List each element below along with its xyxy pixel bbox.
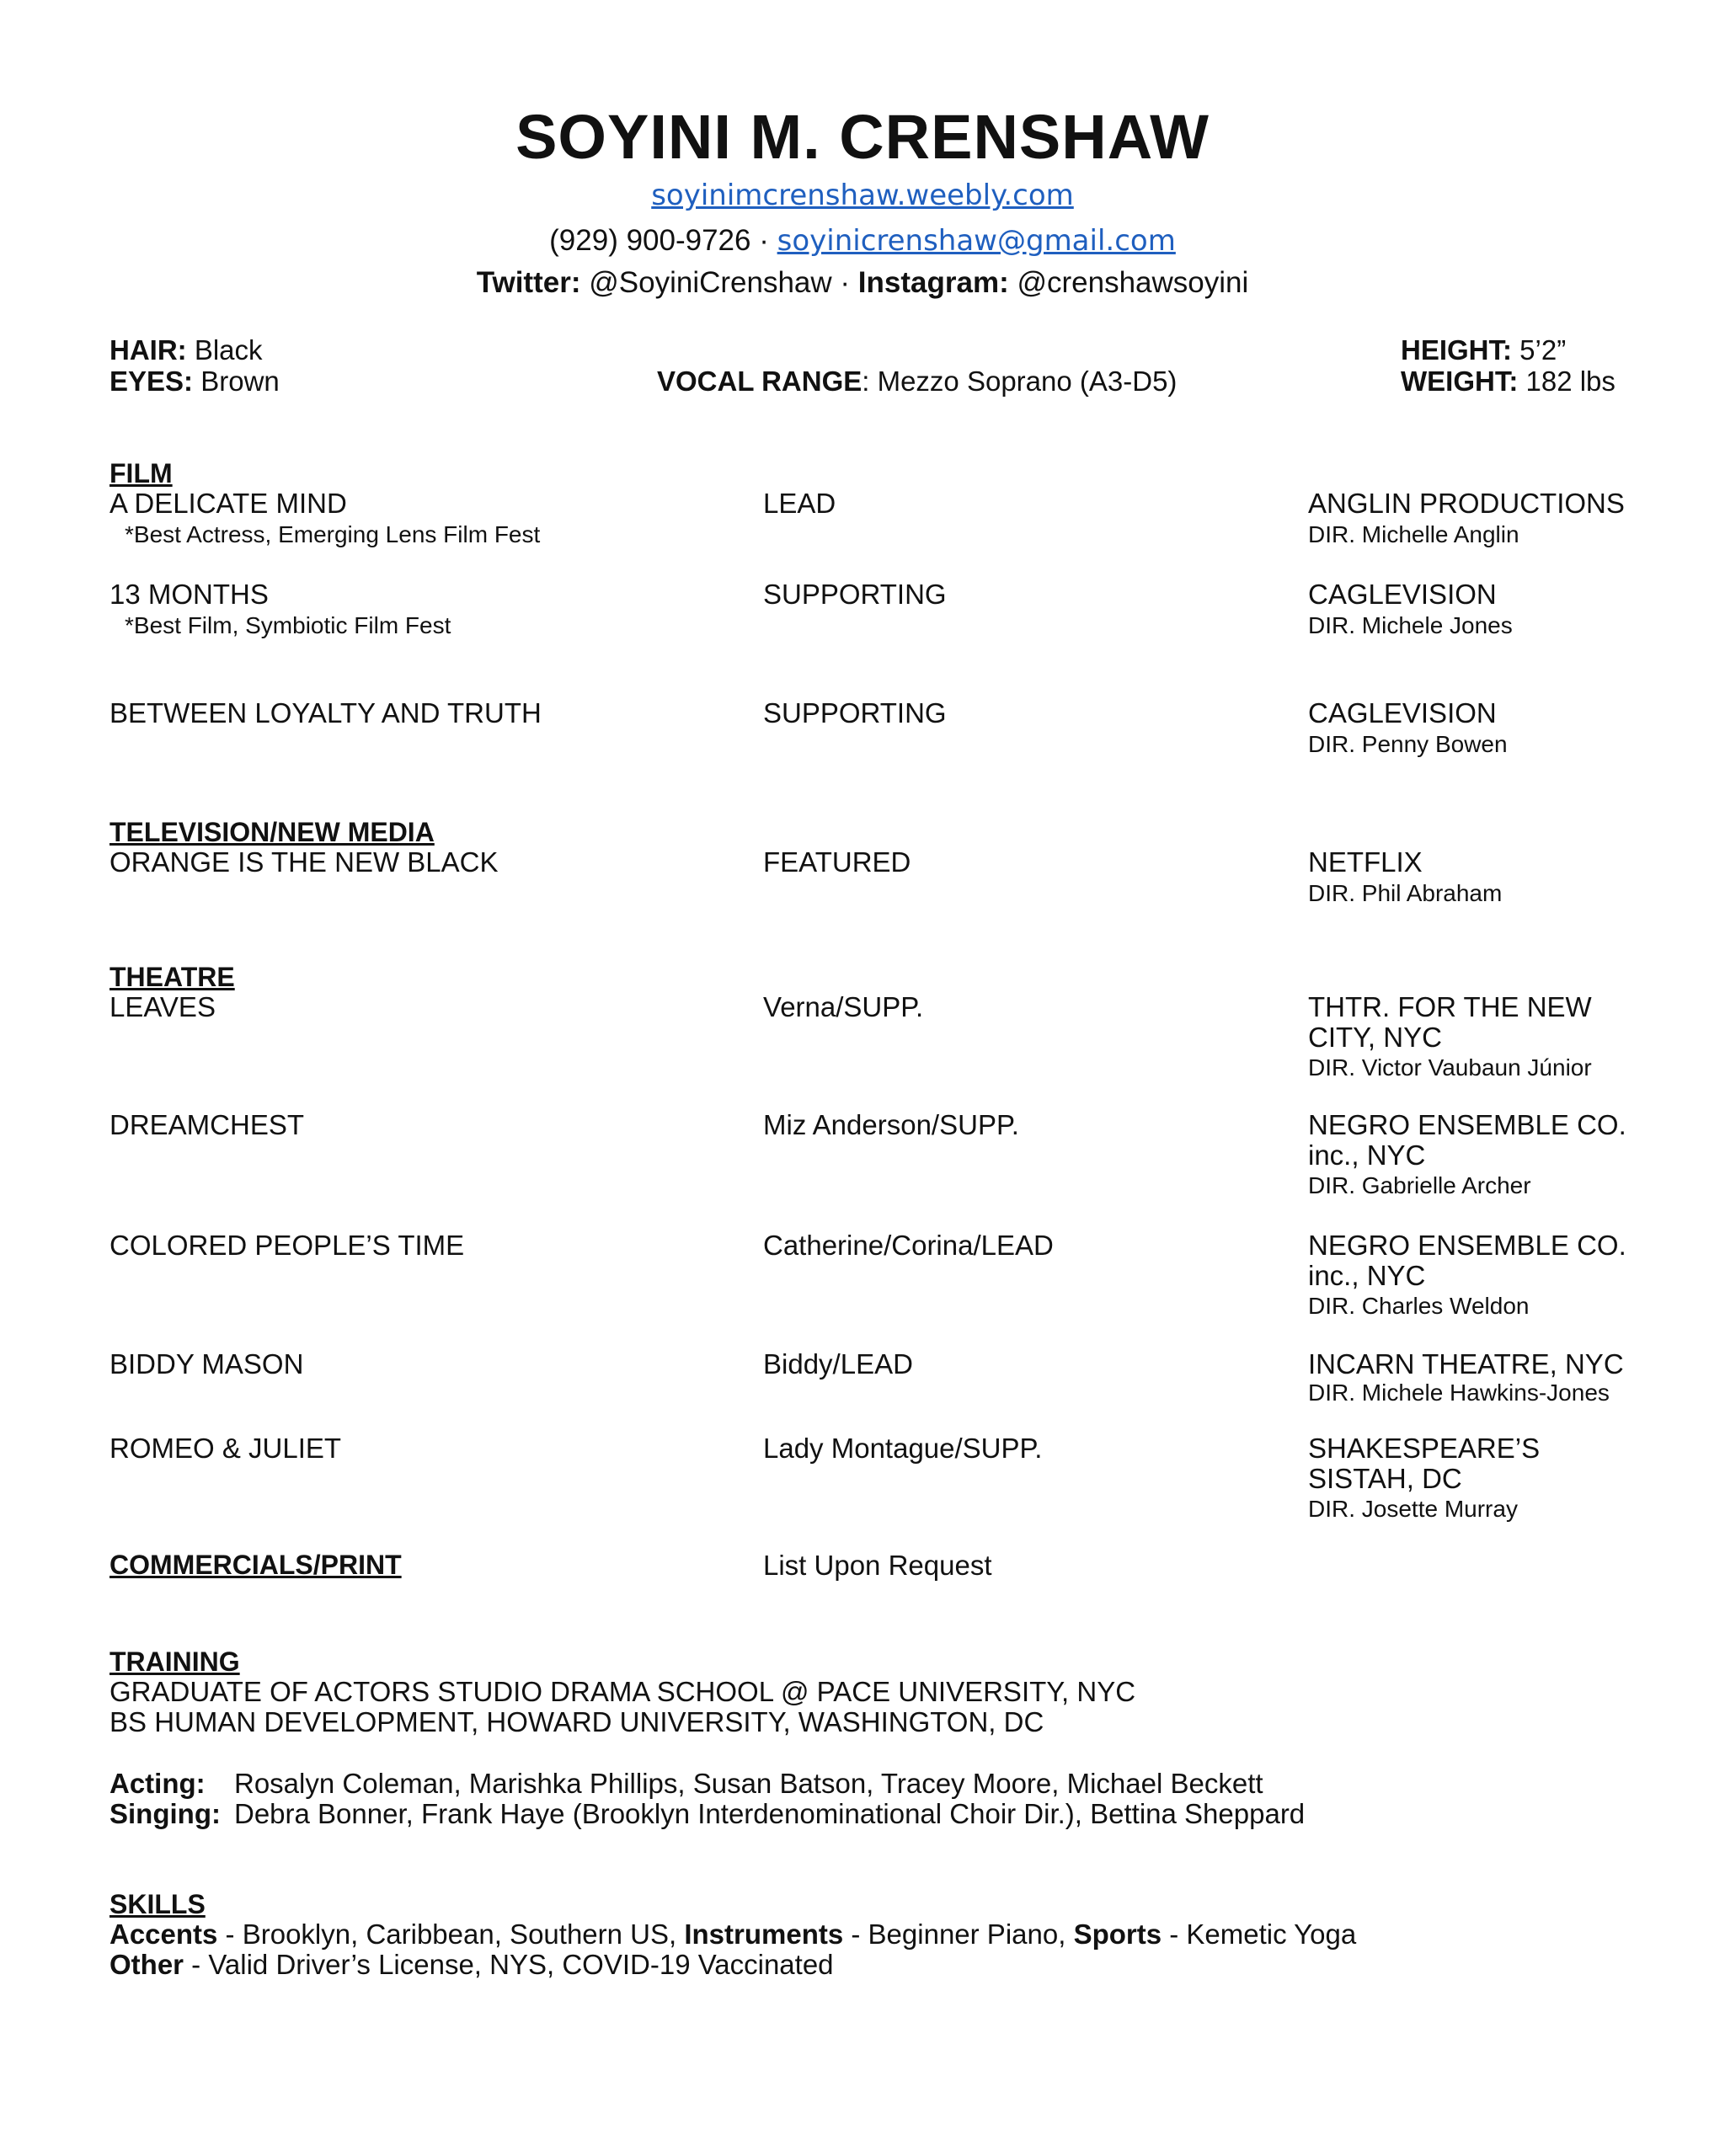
singing-teachers: Debra Bonner, Frank Haye (Brooklyn Interdenominational Choir Dir.), Bettina Sheppard [234,1798,1306,1829]
hair-value: Black [194,334,263,366]
credit-role: Biddy/LEAD [763,1348,913,1380]
separator: · [840,266,851,299]
weight-stat [1401,366,1616,397]
credit-director: DIR. Michele Hawkins-Jones [1308,1380,1610,1406]
vocal-range-stat: VOCAL RANGE: Mezzo Soprano (A3-D5) [657,366,1178,397]
credit-company: CAGLEVISION [1308,697,1497,728]
vocal-range-label: VOCAL RANGE [657,366,862,397]
section-heading-commercials: COMMERCIALS/PRINT [109,1550,402,1580]
credit-director: DIR. Michelle Anglin [1308,521,1519,547]
skills-line: Accents - Brooklyn, Caribbean, Southern US, Instruments - Beginner Piano, Sports - Kemetic Yoga [109,1919,1357,1950]
credit-title: A DELICATE MIND [109,488,347,519]
email-link[interactable]: soyinicrenshaw@gmail.com [777,224,1176,258]
credit-role: FEATURED [763,846,911,878]
website-link[interactable]: soyinimcrenshaw.weebly.com [651,179,1074,212]
section-heading-training: TRAINING [109,1646,240,1677]
credit-role: Verna/SUPP. [763,991,924,1022]
credit-company: SHAKESPEARE’S [1308,1433,1541,1464]
credit-company: NEGRO ENSEMBLE CO. [1308,1230,1626,1261]
credit-role: Catherine/Corina/LEAD [763,1230,1054,1261]
credit-director: DIR. Penny Bowen [1308,731,1508,757]
credit-director: DIR. Phil Abraham [1308,880,1503,906]
vocal-range-value: Mezzo Soprano (A3-D5) [877,366,1178,397]
social-line [0,263,1725,303]
eyes-label: EYES: [109,366,194,397]
credit-note: *Best Actress, Emerging Lens Film Fest [125,521,541,547]
credit-role: SUPPORTING [763,697,947,728]
sports-label: Sports [1073,1919,1162,1950]
credit-company: inc., NYC [1308,1260,1426,1291]
instagram-label: Instagram: [857,266,1009,299]
weight-label: WEIGHT: [1401,366,1519,397]
credit-company: THTR. FOR THE NEW [1308,991,1592,1022]
credit-title: 13 MONTHS [109,579,269,610]
credit-director: DIR. Victor Vaubaun Júnior [1308,1054,1592,1081]
eyes-stat [109,366,280,397]
credit-director: DIR. Gabrielle Archer [1308,1172,1531,1198]
section-heading-skills: SKILLS [109,1889,206,1919]
credit-role: LEAD [763,488,836,519]
credit-company: ANGLIN PRODUCTIONS [1308,488,1625,519]
training-line: BS HUMAN DEVELOPMENT, HOWARD UNIVERSITY, WASHINGTON, DC [109,1706,1044,1737]
contact-line [0,221,1725,261]
credit-title: BIDDY MASON [109,1348,304,1380]
other-label: Other [109,1949,184,1980]
credit-director: DIR. Michele Jones [1308,612,1513,638]
singing-label: Singing: [109,1798,221,1829]
commercials-text: List Upon Request [763,1550,992,1581]
height-stat [1401,335,1566,366]
accents-label: Accents [109,1919,218,1950]
credit-title: BETWEEN LOYALTY AND TRUTH [109,697,542,728]
credit-role: Lady Montague/SUPP. [763,1433,1043,1464]
training-line: GRADUATE OF ACTORS STUDIO DRAMA SCHOOL @ PACE UNIVERSITY, NYC [109,1676,1136,1707]
hair-label: HAIR: [109,334,187,366]
credit-company: NETFLIX [1308,846,1423,878]
height-label: HEIGHT: [1401,334,1512,366]
hair-stat [109,335,263,366]
credit-title: ROMEO & JULIET [109,1433,342,1464]
credit-company: inc., NYC [1308,1139,1426,1171]
instruments-value: Beginner Piano, [868,1919,1066,1950]
acting-teachers: Rosalyn Coleman, Marishka Phillips, Susan Batson, Tracey Moore, Michael Beckett [234,1768,1263,1799]
credit-title: ORANGE IS THE NEW BLACK [109,846,499,878]
credit-director: DIR. Josette Murray [1308,1496,1518,1522]
height-value: 5’2” [1519,334,1567,366]
website-line [0,173,1725,216]
other-skills-line: Other - Valid Driver’s License, NYS, COVID-19 Vaccinated [109,1949,834,1980]
credit-company: CAGLEVISION [1308,579,1497,610]
section-heading-film: FILM [109,458,173,488]
credit-company: SISTAH, DC [1308,1463,1462,1494]
credit-title: LEAVES [109,991,216,1022]
actor-name: SOYINI M. CRENSHAW [515,102,1210,172]
credit-role: SUPPORTING [763,579,947,610]
accents-value: Brooklyn, Caribbean, Southern US, [242,1919,677,1950]
credit-role: Miz Anderson/SUPP. [763,1109,1019,1140]
credit-note: *Best Film, Symbiotic Film Fest [125,612,451,638]
section-heading-theatre: THEATRE [109,962,235,992]
sports-value: Kemetic Yoga [1186,1919,1357,1950]
separator: · [759,224,769,257]
acting-label: Acting: [109,1768,206,1799]
credit-company: CITY, NYC [1308,1022,1442,1053]
twitter-label: Twitter: [476,266,581,299]
other-value: Valid Driver’s License, NYS, COVID-19 Vaccinated [208,1949,834,1980]
credit-title: DREAMCHEST [109,1109,305,1140]
credit-company: INCARN THEATRE, NYC [1308,1348,1624,1380]
section-heading-television: TELEVISION/NEW MEDIA [109,817,435,847]
credit-director: DIR. Charles Weldon [1308,1293,1530,1319]
twitter-handle: @SoyiniCrenshaw [589,266,832,299]
credit-title: COLORED PEOPLE’S TIME [109,1230,465,1261]
phone-number: (929) 900-9726 [549,224,751,257]
instruments-label: Instruments [684,1919,844,1950]
instagram-handle: @crenshawsoyini [1017,266,1249,299]
credit-company: NEGRO ENSEMBLE CO. [1308,1109,1626,1140]
eyes-value: Brown [200,366,280,397]
weight-value: 182 lbs [1525,366,1616,397]
